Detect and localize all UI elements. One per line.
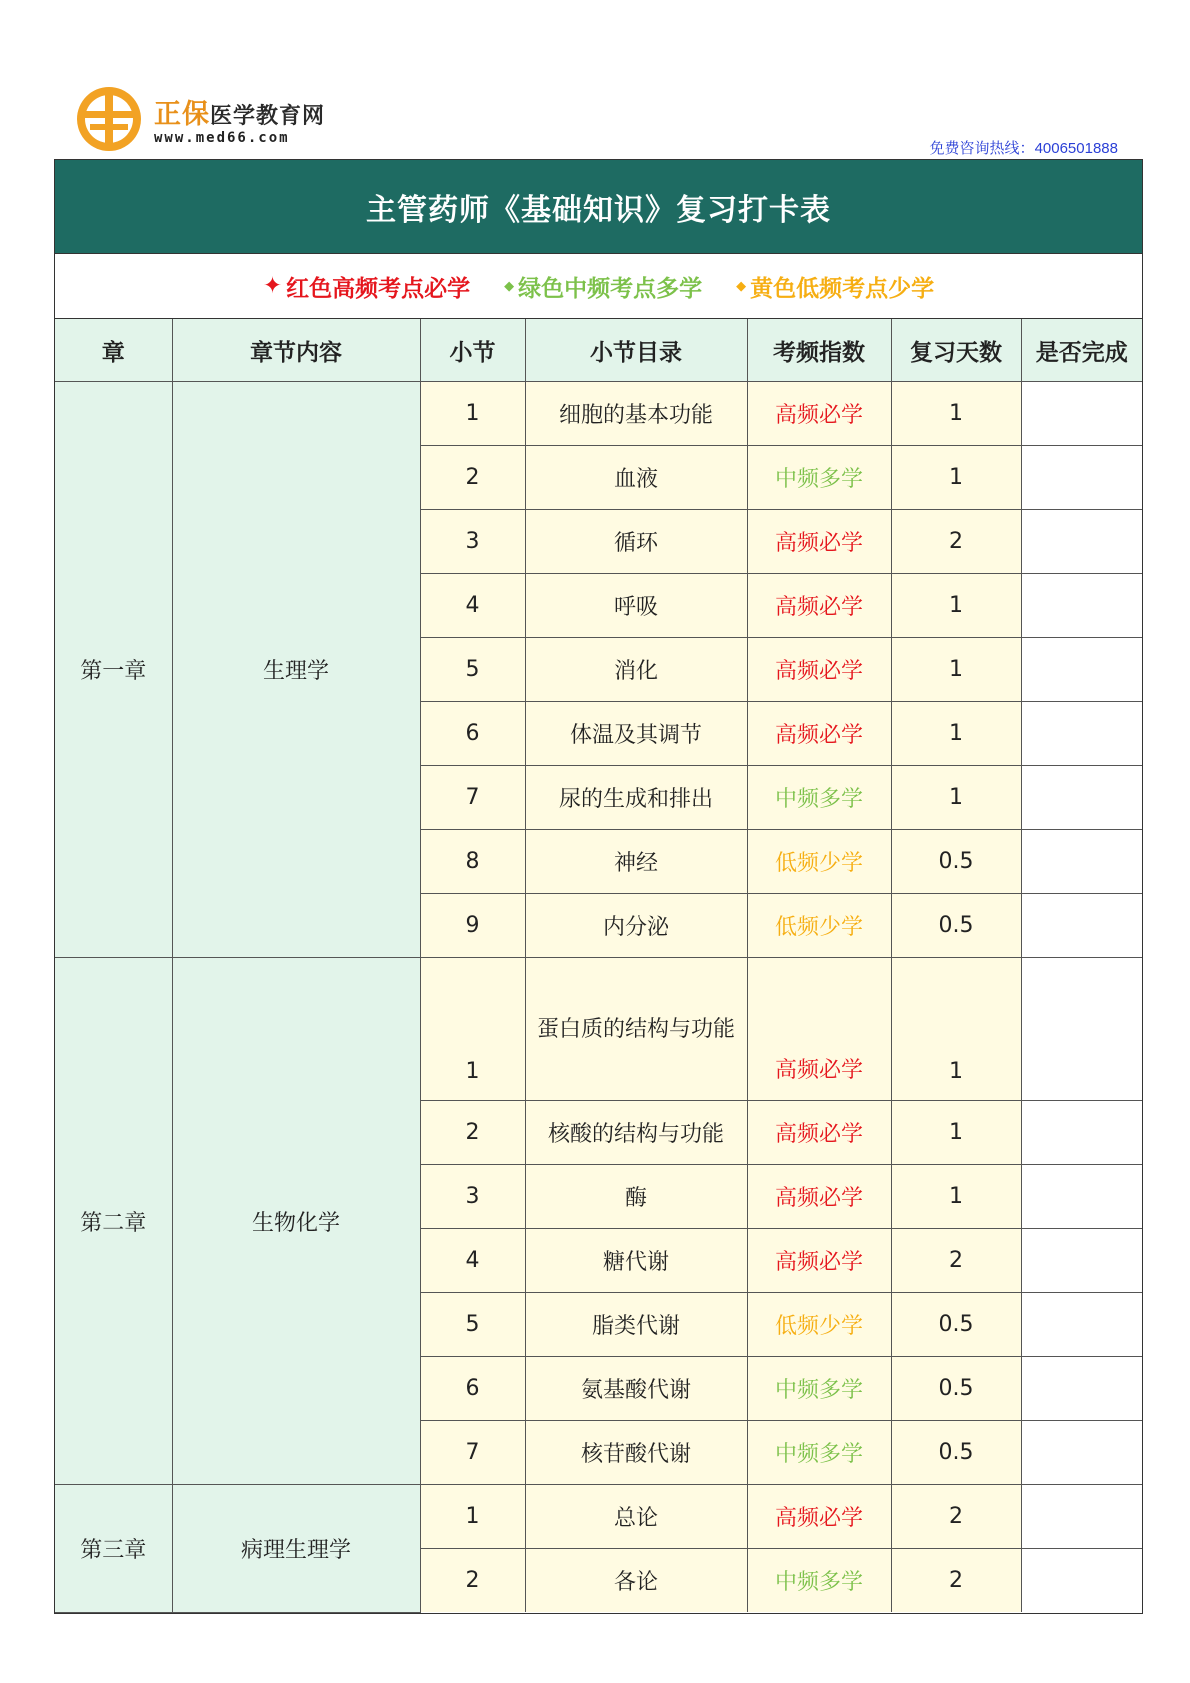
- table-body: [55, 382, 1142, 1613]
- review-days-cell: 2: [891, 1229, 1021, 1293]
- completion-checkbox-cell[interactable]: [1021, 766, 1142, 830]
- completion-checkbox-cell[interactable]: [1021, 1293, 1142, 1357]
- frequency-cell: 高频必学: [747, 702, 891, 766]
- frequency-cell: 高频必学: [747, 1101, 891, 1165]
- chapter-cell: 第三章: [55, 1485, 172, 1613]
- review-days-cell: 1: [891, 1101, 1021, 1165]
- legend-high-text: 红色高频考点必学: [286, 275, 471, 302]
- section-name-cell: 神经: [525, 830, 747, 894]
- review-days-cell: 0.5: [891, 894, 1021, 958]
- section-name-cell: 体温及其调节: [525, 702, 747, 766]
- brand-logo: [76, 86, 346, 152]
- hotline: [930, 137, 1118, 158]
- header-chapter: 章: [55, 319, 172, 382]
- section-name-cell: 血液: [525, 446, 747, 510]
- star-icon: ✦: [262, 273, 283, 299]
- review-days-cell: 1: [891, 638, 1021, 702]
- legend-low: [736, 270, 934, 303]
- legend-low-text: 黄色低频考点少学: [750, 275, 935, 302]
- frequency-cell: 高频必学: [747, 510, 891, 574]
- section-name-cell: 核酸的结构与功能: [525, 1101, 747, 1165]
- section-name-cell: 糖代谢: [525, 1229, 747, 1293]
- frequency-cell: 中频多学: [747, 766, 891, 830]
- section-number-cell: 2: [420, 1549, 525, 1613]
- completion-checkbox-cell[interactable]: [1021, 1101, 1142, 1165]
- section-number-cell: 7: [420, 1421, 525, 1485]
- chapter-content-cell: 生物化学: [172, 958, 420, 1485]
- review-days-cell: 2: [891, 510, 1021, 574]
- brand-name: [154, 92, 325, 131]
- review-days-cell: 1: [891, 446, 1021, 510]
- frequency-cell: 低频少学: [747, 894, 891, 958]
- review-days-cell: 0.5: [891, 830, 1021, 894]
- frequency-cell: 低频少学: [747, 830, 891, 894]
- section-number-cell: 1: [420, 382, 525, 446]
- section-number-cell: 7: [420, 766, 525, 830]
- section-number-cell: 2: [420, 1101, 525, 1165]
- review-days-cell: 1: [891, 958, 1021, 1101]
- completion-checkbox-cell[interactable]: [1021, 958, 1142, 1101]
- chapter-content-cell: 病理生理学: [172, 1485, 420, 1613]
- review-days-cell: 0.5: [891, 1357, 1021, 1421]
- section-number-cell: 3: [420, 510, 525, 574]
- review-days-cell: 1: [891, 382, 1021, 446]
- table-row: [55, 958, 1142, 1101]
- header-content: 章节内容: [172, 319, 420, 382]
- checkin-sheet: [54, 159, 1143, 1614]
- diamond-icon: ◆: [504, 278, 515, 294]
- section-name-cell: 各论: [525, 1549, 747, 1613]
- frequency-cell: 高频必学: [747, 1485, 891, 1549]
- review-days-cell: 0.5: [891, 1293, 1021, 1357]
- section-number-cell: 9: [420, 894, 525, 958]
- section-number-cell: 1: [420, 1485, 525, 1549]
- legend-mid: [504, 270, 702, 303]
- logo-mark-icon: [76, 86, 142, 152]
- section-name-cell: 酶: [525, 1165, 747, 1229]
- review-days-cell: 1: [891, 702, 1021, 766]
- frequency-cell: 中频多学: [747, 1421, 891, 1485]
- header-days: 复习天数: [891, 319, 1021, 382]
- review-days-cell: 1: [891, 1165, 1021, 1229]
- completion-checkbox-cell[interactable]: [1021, 638, 1142, 702]
- diamond-icon: ◆: [736, 278, 747, 294]
- review-days-cell: 1: [891, 766, 1021, 830]
- completion-checkbox-cell[interactable]: [1021, 574, 1142, 638]
- header-done: 是否完成: [1021, 319, 1142, 382]
- section-name-cell: 总论: [525, 1485, 747, 1549]
- completion-checkbox-cell[interactable]: [1021, 382, 1142, 446]
- section-number-cell: 3: [420, 1165, 525, 1229]
- section-name-cell: 脂类代谢: [525, 1293, 747, 1357]
- frequency-cell: 中频多学: [747, 1357, 891, 1421]
- completion-checkbox-cell[interactable]: [1021, 1549, 1142, 1613]
- section-name-cell: 内分泌: [525, 894, 747, 958]
- section-name-cell: 呼吸: [525, 574, 747, 638]
- frequency-cell: 高频必学: [747, 1229, 891, 1293]
- page-title: 主管药师《基础知识》复习打卡表: [55, 160, 1142, 254]
- completion-checkbox-cell[interactable]: [1021, 1229, 1142, 1293]
- completion-checkbox-cell[interactable]: [1021, 830, 1142, 894]
- completion-checkbox-cell[interactable]: [1021, 1485, 1142, 1549]
- frequency-cell: 高频必学: [747, 382, 891, 446]
- hotline-number: 4006501888: [1034, 140, 1118, 157]
- header-section: 小节: [420, 319, 525, 382]
- section-number-cell: 5: [420, 1293, 525, 1357]
- legend-high: [263, 270, 470, 303]
- header-section-list: 小节目录: [525, 319, 747, 382]
- review-days-cell: 0.5: [891, 1421, 1021, 1485]
- completion-checkbox-cell[interactable]: [1021, 1421, 1142, 1485]
- frequency-cell: 中频多学: [747, 1549, 891, 1613]
- table-header-row: [55, 319, 1142, 382]
- completion-checkbox-cell[interactable]: [1021, 1357, 1142, 1421]
- section-name-cell: 循环: [525, 510, 747, 574]
- section-name-cell: 蛋白质的结构与功能: [525, 958, 747, 1101]
- hotline-label: 免费咨询热线：: [929, 139, 1035, 157]
- completion-checkbox-cell[interactable]: [1021, 894, 1142, 958]
- brand-url: www.med66.com: [154, 130, 290, 146]
- frequency-cell: 低频少学: [747, 1293, 891, 1357]
- legend-mid-text: 绿色中频考点多学: [518, 275, 703, 302]
- frequency-cell: 中频多学: [747, 446, 891, 510]
- review-table: [55, 319, 1142, 1613]
- completion-checkbox-cell[interactable]: [1021, 702, 1142, 766]
- chapter-cell: 第一章: [55, 382, 172, 958]
- table-row: [55, 382, 1142, 446]
- header-frequency: 考频指数: [747, 319, 891, 382]
- frequency-cell: 高频必学: [747, 1165, 891, 1229]
- section-number-cell: 6: [420, 702, 525, 766]
- completion-checkbox-cell[interactable]: [1021, 510, 1142, 574]
- frequency-cell: 高频必学: [747, 638, 891, 702]
- review-days-cell: 2: [891, 1485, 1021, 1549]
- section-number-cell: 5: [420, 638, 525, 702]
- section-name-cell: 细胞的基本功能: [525, 382, 747, 446]
- frequency-cell: 高频必学: [747, 574, 891, 638]
- section-name-cell: 核苷酸代谢: [525, 1421, 747, 1485]
- section-number-cell: 2: [420, 446, 525, 510]
- section-number-cell: 1: [420, 958, 525, 1101]
- section-number-cell: 4: [420, 1229, 525, 1293]
- section-name-cell: 消化: [525, 638, 747, 702]
- section-number-cell: 6: [420, 1357, 525, 1421]
- review-days-cell: 2: [891, 1549, 1021, 1613]
- table-row: [55, 1485, 1142, 1549]
- chapter-content-cell: 生理学: [172, 382, 420, 958]
- review-days-cell: 1: [891, 574, 1021, 638]
- completion-checkbox-cell[interactable]: [1021, 446, 1142, 510]
- chapter-cell: 第二章: [55, 958, 172, 1485]
- brand-name-a: 正保: [154, 99, 210, 130]
- section-name-cell: 氨基酸代谢: [525, 1357, 747, 1421]
- frequency-cell: 高频必学: [747, 958, 891, 1101]
- brand-name-b: 医学教育网: [210, 104, 326, 129]
- completion-checkbox-cell[interactable]: [1021, 1165, 1142, 1229]
- legend: [55, 254, 1142, 319]
- section-number-cell: 4: [420, 574, 525, 638]
- section-name-cell: 尿的生成和排出: [525, 766, 747, 830]
- section-number-cell: 8: [420, 830, 525, 894]
